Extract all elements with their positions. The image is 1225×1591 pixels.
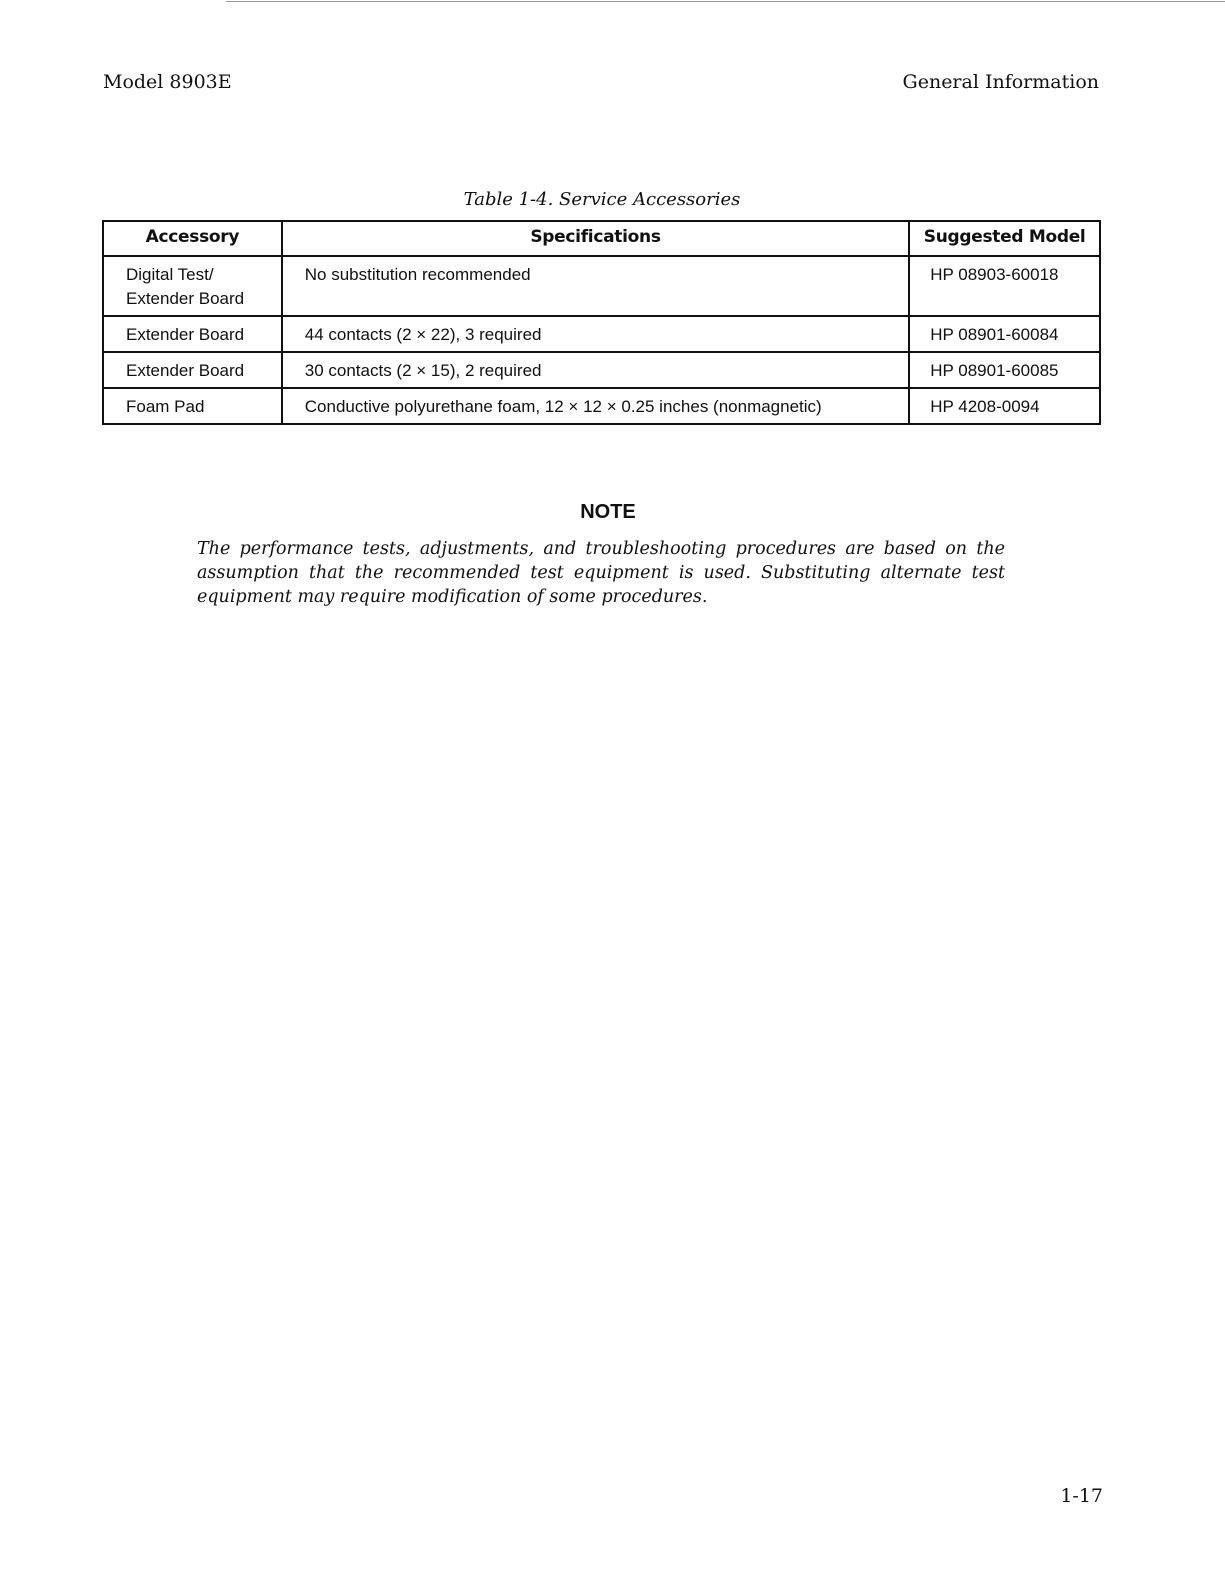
note-title: NOTE	[580, 501, 636, 523]
table-row	[103, 388, 1100, 424]
cell-model: HP 08903-60018	[909, 256, 1100, 316]
cell-accessory: Extender Board	[103, 352, 282, 388]
header-model: Model 8903E	[103, 71, 232, 93]
cell-accessory-line: Digital Test/	[126, 265, 214, 284]
table-header-row	[103, 221, 1100, 256]
note-body: The performance tests, adjustments, and troubleshooting procedures are based on the assumption that the recommended test equipment is used. Substituting alternate test equipment may require modification of some procedures.	[197, 539, 1005, 607]
cell-specifications: 30 contacts (2 × 15), 2 required	[282, 352, 909, 388]
table-caption: Table 1-4. Service Accessories	[463, 189, 741, 210]
header-section: General Information	[902, 71, 1099, 93]
table-row	[103, 256, 1100, 316]
cell-accessory: Extender Board	[103, 316, 282, 352]
cell-accessory	[103, 256, 282, 316]
cell-model: HP 4208-0094	[909, 388, 1100, 424]
cell-accessory: Foam Pad	[103, 388, 282, 424]
top-rule	[226, 1, 1225, 2]
column-header-accessory: Accessory	[103, 221, 282, 256]
page-number: 1-17	[1060, 1485, 1103, 1507]
column-header-suggested-model: Suggested Model	[909, 221, 1100, 256]
column-header-specifications: Specifications	[282, 221, 909, 256]
table-row	[103, 316, 1100, 352]
cell-specifications: Conductive polyurethane foam, 12 × 12 × 0.25 inches (nonmagnetic)	[282, 388, 909, 424]
cell-model: HP 08901-60084	[909, 316, 1100, 352]
cell-model: HP 08901-60085	[909, 352, 1100, 388]
cell-accessory-line: Extender Board	[126, 289, 245, 308]
table-row	[103, 352, 1100, 388]
cell-specifications: No substitution recommended	[282, 256, 909, 316]
service-accessories-table	[102, 220, 1101, 425]
cell-specifications: 44 contacts (2 × 22), 3 required	[282, 316, 909, 352]
